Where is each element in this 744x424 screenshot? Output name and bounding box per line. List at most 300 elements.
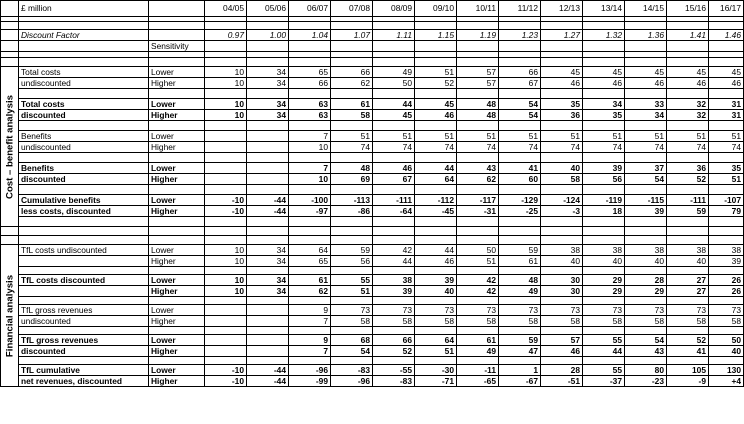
value-cell: 51	[499, 131, 541, 142]
value-cell: 58	[499, 316, 541, 327]
blank-cell	[499, 267, 541, 275]
value-cell: 40	[583, 256, 625, 267]
value-cell	[247, 142, 289, 153]
value-cell	[457, 41, 499, 52]
blank-cell	[247, 267, 289, 275]
blank-cell	[149, 22, 205, 30]
year-header: 09/10	[415, 1, 457, 17]
year-header: 16/17	[709, 1, 744, 17]
value-cell: 61	[331, 99, 373, 110]
value-cell: 55	[331, 275, 373, 286]
value-cell: 58	[541, 174, 583, 185]
blank-cell	[331, 327, 373, 335]
value-cell: 46	[667, 78, 709, 89]
blank-cell	[331, 185, 373, 195]
blank-cell	[247, 185, 289, 195]
blank-cell	[415, 185, 457, 195]
value-cell: 45	[625, 67, 667, 78]
blank-cell	[19, 89, 149, 99]
value-cell: 10	[205, 275, 247, 286]
blank-cell	[709, 89, 744, 99]
value-cell: 74	[331, 142, 373, 153]
value-cell: 40	[541, 256, 583, 267]
value-cell: -83	[331, 365, 373, 376]
blank-cell	[499, 327, 541, 335]
value-cell: 38	[373, 275, 415, 286]
value-cell: 29	[583, 275, 625, 286]
blank-cell	[373, 327, 415, 335]
value-cell: 58	[415, 316, 457, 327]
value-cell: 10	[205, 99, 247, 110]
value-cell: 40	[541, 163, 583, 174]
blank-cell	[415, 153, 457, 163]
value-cell: 58	[541, 316, 583, 327]
blank-cell	[289, 89, 331, 99]
blank-cell	[583, 357, 625, 365]
sensitivity-value: Lower	[149, 67, 205, 78]
value-cell: 42	[373, 245, 415, 256]
value-cell: 74	[709, 142, 744, 153]
value-cell: 50	[373, 78, 415, 89]
discount-row	[1, 30, 744, 41]
table-row	[1, 365, 744, 376]
value-cell: 73	[667, 305, 709, 316]
blank-cell	[667, 89, 709, 99]
value-cell: 30	[541, 286, 583, 297]
value-cell: 74	[499, 142, 541, 153]
blank-cell	[709, 267, 744, 275]
value-cell: 59	[331, 245, 373, 256]
blank-cell	[541, 22, 583, 30]
blank-cell	[331, 58, 373, 67]
blank-cell	[667, 297, 709, 305]
value-cell: 27	[667, 286, 709, 297]
value-cell: 48	[457, 110, 499, 121]
value-cell: 34	[625, 110, 667, 121]
blank-cell	[583, 22, 625, 30]
value-cell: 62	[331, 78, 373, 89]
value-cell: 35	[541, 99, 583, 110]
blank-cell	[289, 217, 331, 227]
blank-cell	[457, 153, 499, 163]
blank-cell	[205, 227, 247, 236]
blank-cell	[709, 227, 744, 236]
value-cell: 54	[499, 110, 541, 121]
value-cell: 43	[625, 346, 667, 357]
value-cell: -44	[247, 365, 289, 376]
value-cell: -11	[457, 365, 499, 376]
value-cell: 66	[373, 335, 415, 346]
value-cell	[667, 41, 709, 52]
value-cell: 34	[247, 99, 289, 110]
blank-cell	[373, 217, 415, 227]
value-cell: 79	[709, 206, 744, 217]
value-cell: 36	[667, 163, 709, 174]
blank-cell	[19, 236, 149, 245]
value-cell: 48	[457, 99, 499, 110]
discount-factor-value: 1.00	[247, 30, 289, 41]
value-cell: 29	[625, 286, 667, 297]
blank-cell	[149, 327, 205, 335]
value-cell: -96	[331, 376, 373, 387]
value-cell: 73	[457, 305, 499, 316]
value-cell: -111	[667, 195, 709, 206]
section-cell	[1, 41, 19, 52]
value-cell: 10	[205, 245, 247, 256]
blank-cell	[373, 297, 415, 305]
value-cell: 59	[667, 206, 709, 217]
value-cell	[583, 41, 625, 52]
value-cell: 46	[583, 78, 625, 89]
value-cell: 40	[667, 256, 709, 267]
value-cell	[289, 41, 331, 52]
value-cell: 51	[709, 131, 744, 142]
blank-cell	[331, 22, 373, 30]
value-cell: 38	[541, 245, 583, 256]
value-cell	[415, 41, 457, 52]
blank-cell	[289, 185, 331, 195]
table-row	[1, 131, 744, 142]
blank-cell	[331, 89, 373, 99]
value-cell: -129	[499, 195, 541, 206]
blank-cell	[373, 357, 415, 365]
blank-cell	[19, 227, 149, 236]
value-cell: 10	[289, 174, 331, 185]
blank-cell	[667, 217, 709, 227]
blank-cell	[205, 58, 247, 67]
value-cell: 74	[541, 142, 583, 153]
blank-cell	[541, 267, 583, 275]
sensitivity-value: Higher	[149, 206, 205, 217]
row-label: discounted	[19, 110, 149, 121]
table-row	[1, 256, 744, 267]
value-cell	[247, 174, 289, 185]
blank-cell	[667, 121, 709, 131]
value-cell: 58	[667, 316, 709, 327]
discount-factor-value: 1.36	[625, 30, 667, 41]
blank-cell	[583, 236, 625, 245]
value-cell	[247, 163, 289, 174]
value-cell: 61	[457, 335, 499, 346]
blank-cell	[247, 58, 289, 67]
row-label: net revenues, discounted	[19, 376, 149, 387]
blank-cell	[289, 236, 331, 245]
table-row	[1, 275, 744, 286]
value-cell: -10	[205, 365, 247, 376]
value-cell: 26	[709, 286, 744, 297]
value-cell: -44	[247, 195, 289, 206]
value-cell: 49	[373, 67, 415, 78]
value-cell: 27	[667, 275, 709, 286]
value-cell: 34	[247, 286, 289, 297]
row-label: Benefits	[19, 131, 149, 142]
value-cell	[205, 316, 247, 327]
blank-cell	[709, 236, 744, 245]
row-label: discounted	[19, 174, 149, 185]
value-cell: 42	[457, 286, 499, 297]
value-cell: 51	[457, 131, 499, 142]
blank-cell	[415, 22, 457, 30]
value-cell: 35	[709, 163, 744, 174]
value-cell: 54	[331, 346, 373, 357]
blank-cell	[373, 236, 415, 245]
value-cell: 64	[415, 174, 457, 185]
value-cell: 39	[415, 275, 457, 286]
year-header: 14/15	[625, 1, 667, 17]
value-cell: 74	[583, 142, 625, 153]
year-header: 05/06	[247, 1, 289, 17]
blank-cell	[373, 267, 415, 275]
table-row	[1, 376, 744, 387]
blank-cell	[709, 121, 744, 131]
value-cell	[331, 41, 373, 52]
sensitivity-value: Higher	[149, 286, 205, 297]
value-cell: 52	[667, 174, 709, 185]
blank-cell	[541, 153, 583, 163]
blank-cell	[205, 22, 247, 30]
value-cell: 39	[583, 163, 625, 174]
year-header: 13/14	[583, 1, 625, 17]
value-cell: 10	[205, 256, 247, 267]
value-cell: 62	[457, 174, 499, 185]
blank-cell	[373, 185, 415, 195]
blank-cell	[709, 217, 744, 227]
value-cell: 44	[415, 163, 457, 174]
blank-cell	[667, 267, 709, 275]
value-cell: -119	[583, 195, 625, 206]
table-row	[1, 99, 744, 110]
value-cell: 51	[541, 131, 583, 142]
blank-cell	[205, 327, 247, 335]
value-cell: 74	[625, 142, 667, 153]
value-cell: -10	[205, 195, 247, 206]
value-cell: 52	[415, 78, 457, 89]
value-cell: 45	[583, 67, 625, 78]
blank-cell	[625, 357, 667, 365]
row-label	[19, 256, 149, 267]
blank-cell	[149, 267, 205, 275]
blank-cell	[247, 236, 289, 245]
value-cell: 32	[667, 110, 709, 121]
sensitivity-value: Higher	[149, 78, 205, 89]
table-row	[1, 335, 744, 346]
value-cell	[247, 316, 289, 327]
blank-cell	[19, 297, 149, 305]
value-cell: 51	[415, 346, 457, 357]
value-cell: 60	[499, 174, 541, 185]
blank-cell	[457, 357, 499, 365]
blank-row	[1, 297, 744, 305]
blank-cell	[667, 327, 709, 335]
value-cell: 51	[709, 174, 744, 185]
value-cell: -71	[415, 376, 457, 387]
year-header: 10/11	[457, 1, 499, 17]
value-cell	[247, 41, 289, 52]
table-row	[1, 78, 744, 89]
blank-cell	[499, 357, 541, 365]
blank-cell	[149, 297, 205, 305]
blank-cell	[583, 217, 625, 227]
value-cell: 69	[331, 174, 373, 185]
value-cell: 41	[667, 346, 709, 357]
blank-cell	[583, 227, 625, 236]
blank-cell	[331, 217, 373, 227]
blank-cell	[415, 227, 457, 236]
blank-cell	[331, 297, 373, 305]
blank-cell	[625, 185, 667, 195]
value-cell: 51	[625, 131, 667, 142]
blank-row	[1, 267, 744, 275]
blank-cell	[289, 357, 331, 365]
blank-cell	[709, 327, 744, 335]
blank-cell	[415, 297, 457, 305]
blank-cell	[667, 227, 709, 236]
sensitivity-value: Lower	[149, 163, 205, 174]
blank-cell	[205, 121, 247, 131]
blank-cell	[583, 327, 625, 335]
value-cell: 46	[541, 78, 583, 89]
table-row	[1, 245, 744, 256]
value-cell: -64	[373, 206, 415, 217]
value-cell: 46	[709, 78, 744, 89]
value-cell: 67	[499, 78, 541, 89]
value-cell	[205, 163, 247, 174]
row-label: TfL costs discounted	[19, 275, 149, 286]
value-cell: 51	[457, 256, 499, 267]
value-cell: 9	[289, 335, 331, 346]
row-label: Benefits	[19, 163, 149, 174]
value-cell: 57	[457, 78, 499, 89]
blank-cell	[205, 185, 247, 195]
blank-cell	[331, 227, 373, 236]
blank-cell	[541, 121, 583, 131]
value-cell: 10	[205, 67, 247, 78]
value-cell: 45	[667, 67, 709, 78]
blank-cell	[499, 121, 541, 131]
blank-cell	[499, 58, 541, 67]
blank-cell	[205, 89, 247, 99]
blank-cell	[289, 297, 331, 305]
value-cell: 57	[541, 335, 583, 346]
blank-cell	[457, 297, 499, 305]
value-cell: 56	[583, 174, 625, 185]
blank-row	[1, 327, 744, 335]
value-cell: 28	[541, 365, 583, 376]
blank-cell	[583, 185, 625, 195]
blank-row	[1, 22, 744, 30]
discount-factor-value: 0.97	[205, 30, 247, 41]
value-cell: -31	[457, 206, 499, 217]
value-cell: 38	[583, 245, 625, 256]
blank-row	[1, 185, 744, 195]
blank-cell	[373, 22, 415, 30]
sensitivity-value: Higher	[149, 346, 205, 357]
sensitivity-value: Higher	[149, 376, 205, 387]
value-cell: 10	[205, 110, 247, 121]
blank-cell	[499, 297, 541, 305]
blank-cell	[289, 121, 331, 131]
value-cell: 41	[499, 163, 541, 174]
value-cell: 33	[625, 99, 667, 110]
value-cell: 7	[289, 163, 331, 174]
discount-factor-value: 1.27	[541, 30, 583, 41]
blank-cell	[709, 357, 744, 365]
value-cell: 45	[373, 110, 415, 121]
value-cell: -45	[415, 206, 457, 217]
section-label	[1, 245, 19, 387]
blank-cell	[247, 121, 289, 131]
value-cell: 7	[289, 316, 331, 327]
blank-cell	[373, 121, 415, 131]
value-cell: 40	[709, 346, 744, 357]
value-cell: 73	[499, 305, 541, 316]
discount-factor-value: 1.19	[457, 30, 499, 41]
value-cell	[205, 142, 247, 153]
value-cell: 34	[247, 275, 289, 286]
sensitivity-header: Sensitivity	[149, 41, 205, 52]
blank-cell	[289, 327, 331, 335]
value-cell: 73	[583, 305, 625, 316]
value-cell: 55	[583, 335, 625, 346]
blank-cell	[709, 297, 744, 305]
value-cell: 58	[331, 316, 373, 327]
sensitivity-value: Lower	[149, 245, 205, 256]
value-cell: 51	[667, 131, 709, 142]
blank-cell	[499, 89, 541, 99]
year-header: 12/13	[541, 1, 583, 17]
blank-cell	[331, 121, 373, 131]
blank-cell	[457, 217, 499, 227]
value-cell: 73	[625, 305, 667, 316]
value-cell: 30	[541, 275, 583, 286]
blank-cell	[331, 153, 373, 163]
blank-cell	[247, 357, 289, 365]
section-label-text: Financial analysis	[4, 274, 15, 357]
blank-cell	[541, 217, 583, 227]
value-cell: 130	[709, 365, 744, 376]
value-cell: 56	[331, 256, 373, 267]
value-cell: 80	[625, 365, 667, 376]
value-cell: 45	[541, 67, 583, 78]
blank-cell	[205, 217, 247, 227]
value-cell	[205, 335, 247, 346]
value-cell: -23	[625, 376, 667, 387]
value-cell: 35	[583, 110, 625, 121]
sensitivity-value: Lower	[149, 275, 205, 286]
value-cell: 73	[331, 305, 373, 316]
sensitivity-value: Higher	[149, 174, 205, 185]
value-cell: -83	[373, 376, 415, 387]
blank-cell	[667, 58, 709, 67]
blank-cell	[149, 121, 205, 131]
value-cell: -25	[499, 206, 541, 217]
value-cell: 51	[415, 131, 457, 142]
value-cell	[205, 346, 247, 357]
discount-factor-value: 1.07	[331, 30, 373, 41]
value-cell: 74	[373, 142, 415, 153]
row-label: TfL gross revenues	[19, 305, 149, 316]
blank-cell	[667, 22, 709, 30]
blank-cell	[19, 267, 149, 275]
value-cell: 38	[625, 245, 667, 256]
value-cell: 54	[625, 174, 667, 185]
blank-cell	[583, 58, 625, 67]
blank-cell	[205, 297, 247, 305]
row-label: TfL gross revenues	[19, 335, 149, 346]
value-cell: 7	[289, 346, 331, 357]
blank-cell	[541, 227, 583, 236]
blank-cell	[415, 357, 457, 365]
